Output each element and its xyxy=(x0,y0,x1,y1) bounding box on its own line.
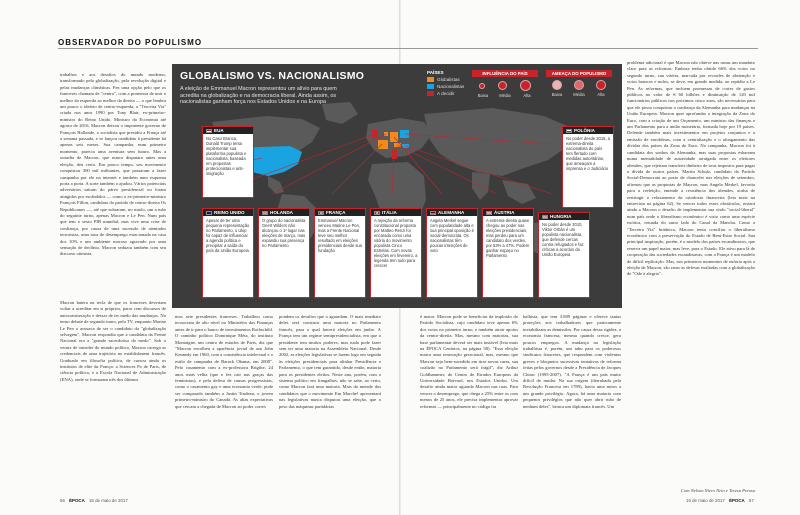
legend-label: A decidir xyxy=(437,91,455,96)
flag-icon xyxy=(566,129,572,133)
threat-dot-mid xyxy=(574,80,584,90)
legend-label: Globalistas xyxy=(437,77,460,82)
influence-dot-high xyxy=(520,80,531,91)
card-header xyxy=(563,127,613,134)
section-rule xyxy=(58,48,758,49)
landmass-se-asia xyxy=(502,180,536,204)
country-card-reino-unido xyxy=(202,208,254,298)
article-credit: Com Nelson Niero Neto e Teresa Perosa xyxy=(680,488,755,493)
body-paragraph: problema adicional é que Macron não obteve nas urnas um mandato claro para as reformas. Embora tenha obtido 66% dos votos no segundo turno, sua vitória, marcada por recordes de abstenção e votos brancos e nulos, se deve, em grande medida, ao repúdio a Le Pen. As reformas, que incluem promessas de cortes de gastos públicos no valor de € 60 bilhões e diminuição de 120 mil funcionários públicos nos próximos cinco anos, são necessárias para que ele possa conquistar a confiança da Alemanha para mudanças na União Europeia. Macron quer aprofundar a integração da Zona do Euro, com a criação de um Orçamento, um ministro das finanças e um Parlamento para a união monetária, formada hoje por 19 países. Defende também mais investimentos em projetos conjuntos e a emissão de eurobônus, com a centralização e o alongamento das dívidas dos países da Zona do Euro. Na campanha, Macron foi à candidata dos sonhos da Alemanha, mas suas propostas esbarram numa mentalidade de austeridade arraigada entre os eleitores alemães, que rejeitam transferir dinheiro de seus impostos para pagar a dívida de outros países. Martin Schulz, candidato do Partido Social-Democrata ao posto de chanceler nas eleições de setembro, afirmou que as propostas de Macron, mas Angela Merkel, favorita para a reeleição, entende a resistência dos alemães, acaba de restringir o relaxamento da ortodoxia financeira (leia mais na entrevista na página 62). Se vencer todos esses obstáculos, restará ainda a Macron o desafio de implementar sua visão "social-liberal" num país onde o liberalismo econômico é visto como uma espécie exótica, oriunda do outro lado do Canal da Mancha. Como a "Terceira Via" britânica, Macron tenta conciliar o liberalismo econômico com a preservação do Estado de Bem-Estar Social. Sua principal inspiração, porém, é o modelo dos países escandinavos, que reserva um papel maior, mas leve, para o Estado. Ele ativo para lá de cooperação das sociedades escandinavas, com a França é um modelo de difícil replicação. Mas, nos primeiros momentos de euforia após a eleição de Macron, são raras as defesas exaltadas com a globalização de "Ode à alegria". xyxy=(627,60,755,277)
page-number-left: 56 xyxy=(60,498,65,503)
influence-scale-title: INFLUÊNCIA DO PAÍS xyxy=(472,70,538,77)
text-column-mid-right xyxy=(279,314,381,490)
card-text: A rejeição da reforma constitucional proposta por Matteo Renzi foi encarada como uma vitória do movimento populista Cinco Estrelas. Com novas eleições em fevereiro, a legenda tem tudo para crescer xyxy=(374,218,418,268)
landmass-central-america xyxy=(268,176,284,194)
footer-left xyxy=(60,498,128,503)
landmass-asia xyxy=(424,108,572,176)
card-text: Apesar de ter uma pequena representação no Parlamento, o Ukip foi capaz de influenciar a agenda política e precipitar a saída do país da União Europeia xyxy=(206,218,250,253)
influence-label-high: Alta xyxy=(523,93,531,98)
text-column-mid-left xyxy=(175,314,273,490)
flag-icon xyxy=(542,215,548,219)
text-column-left-2 xyxy=(60,300,166,490)
card-text: No poder desde 2010, Viktor Orbán é um populista nacionalista, que defende cercas contra refugiados e faz críticas a acordos da União Europeia xyxy=(542,222,584,257)
flag-icon xyxy=(206,129,212,133)
card-country: EUA xyxy=(214,128,224,133)
card-header xyxy=(203,209,253,216)
country-france xyxy=(378,140,388,149)
body-paragraph: pondem os desafios que o aguardam. O mais imediato deles será construir uma maioria no Parlamento francês, para o qual haverá eleições em junho. A França tem um regime semipresidencialista, em que o presidente tem muitos poderes, mas nada pode fazer sem ter uma maioria na Assembleia Nacional. Desde 2002, as eleições legislativas se fazem logo em seguida às eleições presidenciais para alinhar Presidência e Parlamento, o que tem garantido, desde então, maioria para os presidentes eleitos. Neste ano, porém, com o sistema político em frangalhos, não se sabe, ao certo, como Macron fará uma maioria. Mais da metade dos candidatos que o movimento Em Marche! apresentará nas legislativas nunca disputou uma eleição, que o peso das máquinas partidárias xyxy=(279,314,381,409)
section-title: OBSERVADOR DO POPULISMO xyxy=(58,38,203,47)
threat-scale-title: AMEAÇA DO POPULISMO xyxy=(546,70,612,77)
body-paragraph: trabalhos e aos desafios do mundo moderno, transformado pela globalização, pela revolução digital e pelas mudanças climáticas. Fez uma opção pelo que os franceses chamam de "centro", com a promessa de unir o melhor da esquerda ao melhor da direita — o que lembra um pouco o ideário de centro-esquerda, a "Terceira Via" criada nos anos 1990 por Tony Blair, ex-primeiro-ministro do Reino Unido. Ministro da Economia até agosto de 2016, Macron deixou o imponente governo de François Hollande, o socialista que presidiu a França até a semana passada, e se lançou candidato à presidente há apenas seis meses. Sua campanha, num primeiro momento, parecia uma aventura sem futuro. Mas a ousadia de Macron, que nunca disputara antes uma eleição, deu certo. Em pouco tempo, seu movimento conquistou 300 mil militantes, que passaram a fazer campanha por ele na internet e também num esquema porta a porta. A sorte também o ajudou. Vários potenciais adversários saíram do páreo presidencial ou foram atingidos por escândalos — como o ex-primeiro-ministro François Fillon, candidato do partido de centro-direita Os Republicanos —, até que sobraram, no miolo, um a mão do seguinte turno, apenas Macron e Le Pen. Num país que tem o sexto PIB mundial, mas vive uma crise de confiança, por causa de uma sucessão de atentados terroristas, uma taxa de desemprego estacionada na casa dos 10% e um ambiente moroso agravado por uma sensação de declínio, Macron seduziu também com seu discurso otimista. xyxy=(60,72,166,257)
country-card-italia xyxy=(370,208,422,298)
country-card-alemanha xyxy=(426,208,478,298)
body-paragraph: é maior. Macron pode se beneficiar da implosão do Partido Socialista, cujo candidato teve apenas 6% dos votos no primeiro turno, e também atrair apoios da centro-direita. Mas, mesmo com maiorias, sua base parlamentar deverá ser mais instável (leia mais na ÉPOCA Cenários, na página 58). "Essa eleição marca uma renovação geracional, mas, mesmo que Macron seja bem-sucedido em tirar novas caras, sua coalizão no Parlamento será frágil", diz Arthur Goldhammer, do Centro de Estudos Europeus da Universidade Harvard, nos Estados Unidos. Um desafio ainda maior aguarda Macron nas ruas. Para vencer o desemprego, que chega a 25% entre os com menos de 25 anos, ele precisa implementar aprovar reformas — principalmente no código tra xyxy=(420,314,518,409)
influence-dot-mid xyxy=(498,81,507,90)
card-text: A extrema-direita quase chegou ao poder nas eleições presidenciais, mas perdeu para um candidato dos verdes, por 53% a 47%. Podem ganhar espaço no Parlamento xyxy=(486,218,530,258)
issue-date-right: 15 de maio de 2017 xyxy=(686,498,725,503)
text-column-right-1 xyxy=(420,314,518,490)
threat-label-mid: Média xyxy=(573,92,585,97)
legend-title: PAÍSES xyxy=(427,70,444,75)
body-paragraph: balhista, que tem 3.809 páginas e oferece tantas proteções aos trabalhadores que praticamente inviabilizam as demissões. Por causa dessa rigidez, a economia francesa, mesmo quando cresce, gera poucos empregos. A mudança na legislação trabalhista é, porém, um tabu para os poderosos sindicatos franceses, que respondem com violentas greves e bloqueios sucessivas tentativas de reforma feitas pelos governos desde a Presidência de Jacques Chirac (1995-2007). "A França é um país muito difícil de mudar. Na sua origem (derrubada pela Revolução Francesa em 1789), havia uma mitos a um grande privilégio. Agora, há uma maioria com pequenos privilégios que não quer abrir mão de nenhum deles", brinca um diplomata francês. Um xyxy=(523,314,621,409)
card-header xyxy=(483,209,533,216)
card-country: FRANÇA xyxy=(326,210,346,215)
card-header xyxy=(371,209,421,216)
threat-dots xyxy=(546,80,612,90)
country-card-holanda xyxy=(258,208,310,298)
legend-swatch xyxy=(427,91,434,96)
card-header xyxy=(315,209,365,216)
card-header xyxy=(259,209,309,216)
influence-scale xyxy=(472,70,538,98)
issue-date-left: 15 de maio de 2017 xyxy=(88,498,128,503)
infographic-title: GLOBALISMO VS. NACIONALISMO xyxy=(180,70,365,82)
card-text: O grupo do nacionalista Geert Wilders não alcançou o 1º lugar nas eleições de março, mas expandiu sua presença no Parlamento xyxy=(262,218,306,248)
card-header xyxy=(427,209,477,216)
card-country: POLÔNIA xyxy=(574,128,595,133)
legend-item-nacionalistas xyxy=(427,84,464,89)
magazine-brand-left: ÉPOCA xyxy=(69,498,85,503)
card-country: ITÁLIA xyxy=(382,210,397,215)
threat-labels xyxy=(546,92,612,97)
influence-dot-low xyxy=(479,83,485,89)
map-legend xyxy=(427,70,464,98)
magazine-brand-right: ÉPOCA xyxy=(729,498,745,503)
card-text: No Caso Branca, Donald Trump tenta implementar sua plataforma populista e nacionalista, baseada em propostas protecionistas e anti-imigração xyxy=(206,136,247,176)
threat-dot-high xyxy=(596,80,606,90)
flag-icon xyxy=(486,211,492,215)
legend-swatch xyxy=(427,77,434,82)
card-country: REINO UNIDO xyxy=(214,210,245,215)
threat-dot-low xyxy=(552,80,562,90)
influence-dots xyxy=(472,80,538,91)
threat-label-low: Baixa xyxy=(551,92,563,97)
threat-label-high: Alta xyxy=(597,92,605,97)
flag-icon xyxy=(374,211,380,215)
threat-scale xyxy=(546,70,612,97)
page-number-right: 57 xyxy=(748,498,754,503)
legend-label: Nacionalistas xyxy=(437,84,465,89)
card-header xyxy=(203,127,253,134)
text-column-right-3 xyxy=(627,60,755,485)
country-italy xyxy=(392,149,397,159)
card-country: HOLANDA xyxy=(270,210,293,215)
flag-icon xyxy=(262,211,268,215)
infographic-subtitle: A eleição de Emmanuel Macron representou um alívio para quem acredita na globalização e na democracia liberal. Ainda assim, os nacionalistas ganham força nos Estados Unidos e na Europa xyxy=(180,86,337,106)
influence-labels xyxy=(472,93,538,98)
footer-right xyxy=(686,498,754,503)
infographic-map xyxy=(172,64,622,308)
influence-label-mid: Média xyxy=(499,93,511,98)
legend-item-globalistas xyxy=(427,77,464,82)
text-column-right-2 xyxy=(523,314,621,490)
legend-swatch xyxy=(427,84,434,89)
country-card-franca xyxy=(314,208,366,298)
country-card-polonia xyxy=(562,126,614,208)
card-country: HUNGRIA xyxy=(550,214,572,219)
influence-label-low: Baixa xyxy=(477,93,489,98)
card-text: No poder desde 2015, a extrema-direita nacionalista do país tem flertado com medidas autoritárias, que ameaçam a imprensa e o Judiciário xyxy=(566,136,610,171)
legend-item-a-decidir xyxy=(427,91,464,96)
flag-icon xyxy=(206,211,212,215)
country-card-eua xyxy=(202,126,254,198)
country-card-austria xyxy=(482,208,534,298)
flag-icon xyxy=(318,211,324,215)
body-paragraph: Macron batera na tecla de que os franceses deveriam voltar a acreditar em si próprios, parar com discursos de autocomiseração e deixar de ter medo das mudanças. No tenso debate de segundo turno, pela TV, enquanto Marine Le Pen o acusava de ser o candidato da "globalização selvagem", Macron respondia que a candidata da Frente Nacional era a "grande sacerdotisa do medo". Sob o verniz de outsider do mundo político, Macron carrega as credenciais de uma trajetória no establishment francês. Graduado em filosofia política, de cursou ainda os institutos de elite da França: a Sciences Po de Paris, de ciência política, e a Escola Nacional de Administração (ENA), onde se formaram três dos últimos xyxy=(60,300,166,382)
card-country: ÁUSTRIA xyxy=(494,210,515,215)
card-country: ALEMANHA xyxy=(438,210,465,215)
flag-icon xyxy=(430,211,436,215)
card-text: Angela Merkel segue com popularidade alta e sua principal oposição é social-democrata. Os nacionalistas têm poucas intenções de voto xyxy=(430,218,474,253)
card-text: Emmanuel Macron venceu Marine Le Pen, mas a Frente Nacional teve seu melhor resultado em eleições presidenciais desde sua fundação xyxy=(318,218,362,253)
body-paragraph: mos sete presidentes franceses. Trabalhou como tecnocrata de alto nível no Ministério das Finanças antes de ir para o banco de investimentos Rothschild. O caminho político Dominique Méta, do instituto Montaigne, um centro de estudos de Paris, diz que "Macron encolheu a aparência jovial de um John Kennedy em 1960, com a consistência intelectual e o estilo de campanha de Barack Obama, em 2008". Pelo casamento com a ex-professora Brigitte, 24 anos mais velha (que o fez cair nas graças das feministas), e pela defesa de causas progressistas, como o casamento gay e uma economia verde, pode ser comparado também a Justin Trudeau, o jovem primeiro-ministro do Canadá. As altas expectativas que cercam a chegada de Macron ao poder corres xyxy=(175,314,273,409)
card-header xyxy=(539,213,589,220)
country-card-hungria xyxy=(538,212,590,298)
text-column-left-1 xyxy=(60,72,166,257)
